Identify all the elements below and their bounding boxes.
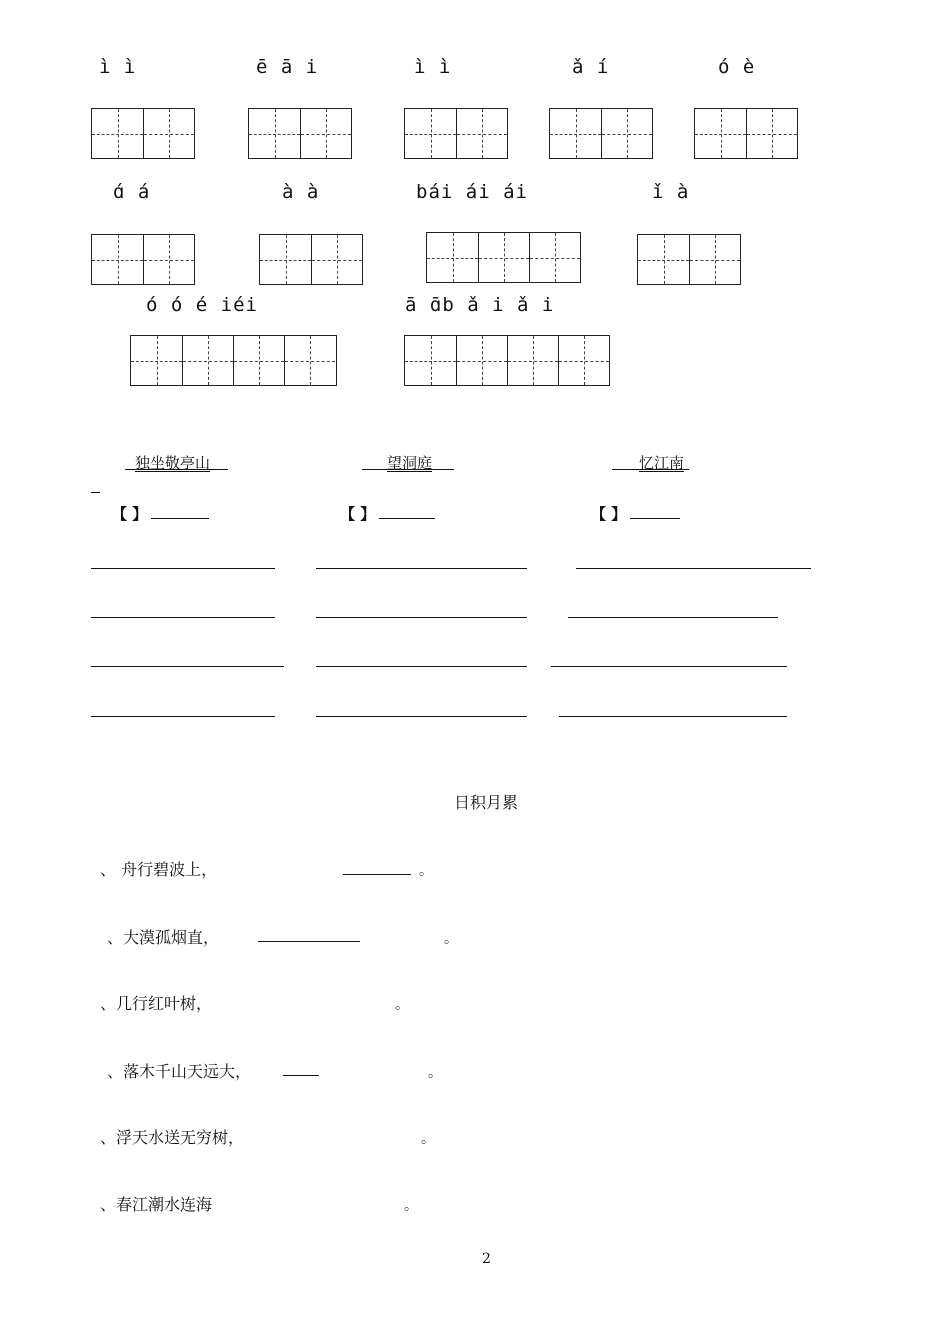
section-heading: 日积月累	[454, 793, 519, 812]
poem-line[interactable]	[559, 716, 787, 717]
author-blank[interactable]	[379, 504, 435, 519]
recitation-item-5: 、浮天水送无穷树，	[100, 1128, 245, 1147]
title-underline-2	[362, 469, 454, 470]
recitation-item-4: 、落木千山天远大，	[107, 1062, 252, 1081]
poem-line[interactable]	[91, 666, 284, 667]
poem-title-3: 忆江南	[639, 454, 685, 472]
author-field-1[interactable]	[112, 503, 209, 524]
writing-grid[interactable]	[130, 335, 337, 386]
pinyin-2-3: bái ái ái	[416, 181, 528, 203]
poem-line[interactable]	[568, 617, 778, 618]
pinyin-3-2: ā ɑ̄b ǎ i ǎ i	[405, 294, 555, 316]
writing-grid[interactable]	[404, 108, 508, 159]
recitation-item-2: 、大漠孤烟直，	[107, 928, 220, 947]
poem-line[interactable]	[91, 716, 275, 717]
poem-line[interactable]	[316, 666, 527, 667]
recitation-end-5: 。	[421, 1131, 435, 1147]
pinyin-1-4: ǎ í	[572, 56, 610, 78]
answer-blank[interactable]	[258, 941, 360, 942]
poem-title-1: 独坐敬亭山	[135, 454, 211, 472]
author-bracket: 【 】	[112, 505, 148, 523]
recitation-end-1: 。	[419, 863, 433, 879]
author-field-3[interactable]	[591, 503, 680, 524]
writing-grid[interactable]	[404, 335, 610, 386]
pinyin-1-5: ó è	[718, 56, 756, 78]
poem-line[interactable]	[576, 568, 811, 569]
recitation-item-3: 、几行红叶树，	[100, 994, 213, 1013]
recitation-end-4: 。	[428, 1065, 442, 1081]
author-bracket: 【 】	[591, 505, 627, 523]
poem-line[interactable]	[316, 568, 527, 569]
pinyin-2-1: ɑ́ á	[113, 181, 151, 203]
pinyin-1-3: ì ì	[414, 56, 452, 78]
recitation-item-6: 、春江潮水连海	[100, 1195, 213, 1214]
pinyin-1-1: ì ì	[99, 56, 137, 78]
recitation-end-6: 。	[404, 1198, 418, 1214]
poem-line[interactable]	[316, 716, 527, 717]
poem-line[interactable]	[316, 617, 527, 618]
recitation-end-3: 。	[395, 997, 409, 1013]
recitation-end-2: 。	[444, 931, 458, 947]
poem-title-2: 望洞庭	[387, 454, 433, 472]
answer-blank[interactable]	[343, 874, 411, 875]
stray-mark	[91, 492, 100, 493]
pinyin-3-1: ó ó é iéi	[146, 294, 258, 316]
poem-line[interactable]	[91, 617, 275, 618]
writing-grid[interactable]	[426, 232, 581, 283]
pinyin-2-2: à à	[282, 181, 320, 203]
answer-blank[interactable]	[283, 1075, 319, 1076]
writing-grid[interactable]	[637, 234, 741, 285]
author-bracket: 【 】	[340, 505, 376, 523]
recitation-item-1: 、 舟行碧波上，	[100, 860, 218, 879]
pinyin-2-4: ǐ à	[652, 181, 690, 203]
writing-grid[interactable]	[91, 234, 195, 285]
poem-line[interactable]	[551, 666, 787, 667]
author-blank[interactable]	[630, 504, 680, 519]
writing-grid[interactable]	[91, 108, 195, 159]
writing-grid[interactable]	[549, 108, 653, 159]
pinyin-1-2: ē ā i	[256, 56, 319, 78]
author-blank[interactable]	[151, 504, 209, 519]
title-underline-3	[612, 469, 689, 470]
writing-grid[interactable]	[259, 234, 363, 285]
author-field-2[interactable]	[340, 503, 435, 524]
title-underline-1	[125, 469, 228, 470]
page-number: 2	[482, 1251, 491, 1267]
writing-grid[interactable]	[248, 108, 352, 159]
writing-grid[interactable]	[694, 108, 798, 159]
poem-line[interactable]	[91, 568, 275, 569]
